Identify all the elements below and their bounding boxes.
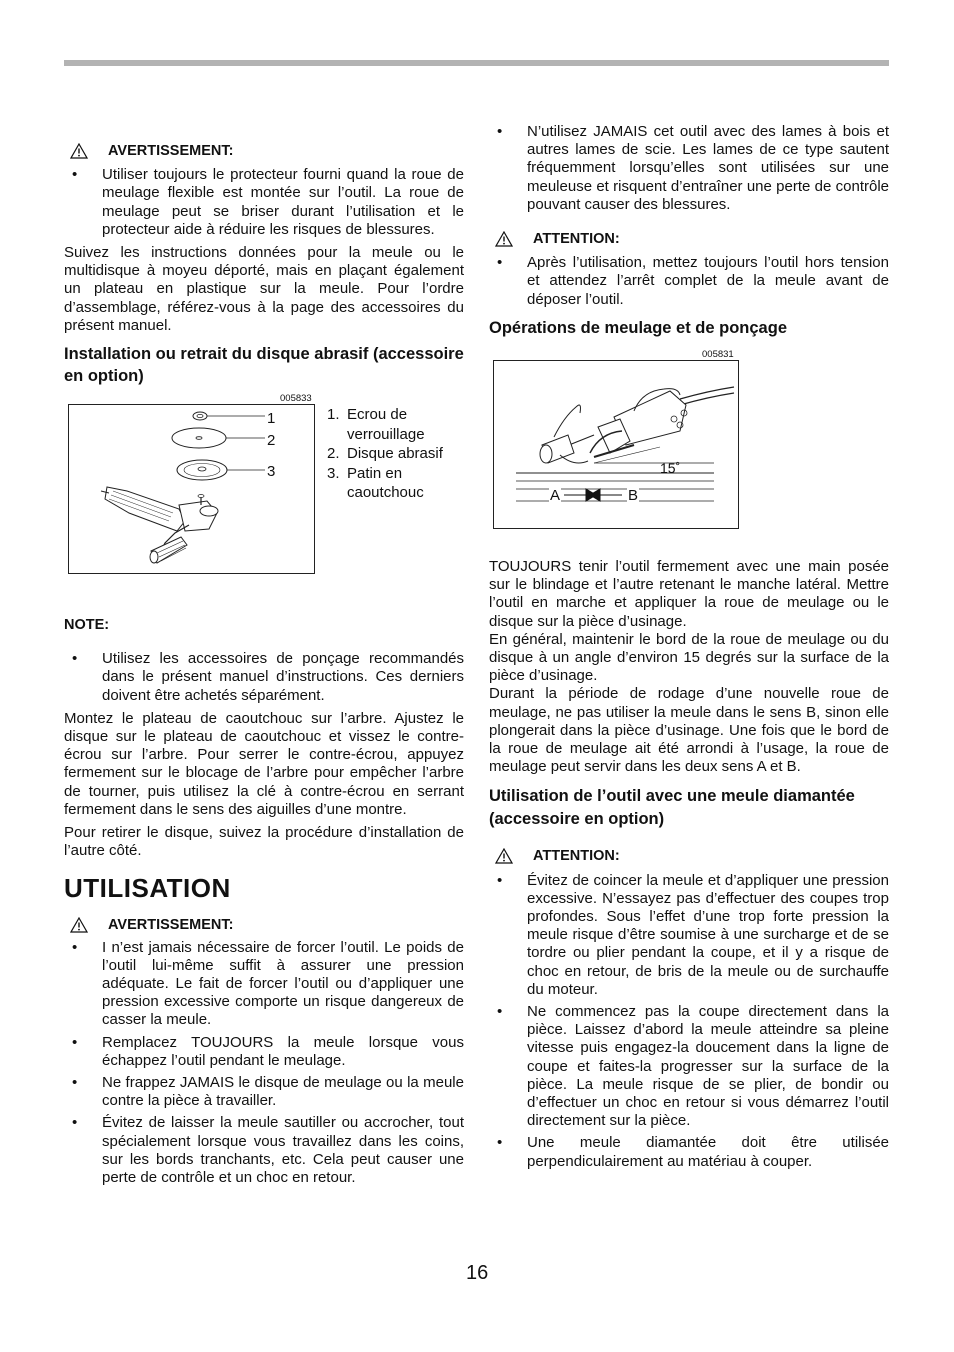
list-item: • Ne commencez pas la coupe directement dans la pièce. Laissez d’abord la meule atteindre sa pleine vitesse puis engagez-la doucement dans la ligne de coupe et faites-la progresser sur la surface de la pièce. La meule risque de se plier, de bondir ou d’effectuer un choc en retour si vous démarrez l’outil directement sur la pièce. (497, 1003, 889, 1130)
warning-heading (64, 916, 464, 934)
list-item: • Une meule diamantée doit être utilisée perpendiculairement au matériau à couper. (497, 1134, 889, 1170)
warning-title: AVERTISSEMENT: (108, 143, 234, 159)
page-number: 16 (466, 1262, 489, 1284)
paragraph: Montez le plateau de caoutchouc sur l’arbre. Ajustez le disque sur le plateau de caoutchouc et vissez le contre-écrou sur l’arbre. Pour serrer le contre-écrou, appuyez fermement sur le blocage de l’arbre pour empêcher l’arbre de tourner, puis utilisez la clé à contre-écrou en serrant fermement dans le sens des aiguilles d’une montre. (64, 709, 464, 818)
list-item-text: Après l’utilisation, mettez toujours l’outil hors tension et attendez l’arrêt complet de la meule avant de déposer l’outil. (527, 254, 889, 308)
list-item-text: Ne commencez pas la coupe directement dans la pièce. Laissez d’abord la meule atteindre sa pleine vitesse puis engagez-la doucement dans la ligne de coupe et faites-la progresser sur la surface de la pièce. La meule risque de se plier, de bondir ou d’effectuer un choc en retour si vous démarrez l’outil directement sur la pièce. (527, 1003, 889, 1130)
list-item-text: Remplacez TOUJOURS la meule lorsque vous échappez l’outil pendant le meulage. (102, 1033, 464, 1069)
list-item-text: Utilisez les accessoires de ponçage recommandés dans le présent manuel d’instructions. Ces derniers doivent être achetés séparément. (102, 650, 464, 704)
list-item: • Évitez de coincer la meule et d’appliquer une pression excessive. N’essayez pas d’effectuer des coupes trop profondes. Sous l’effet d’une trop forte pression la meule risque d’être soumise à une surcharge et de se tordre ou plier pendant la coupe, et il y a risque de choc en retour, de bris de la meule ou de surchauffe du moteur. (497, 871, 889, 998)
warning-triangle-icon (495, 231, 515, 248)
left-column (64, 142, 464, 387)
list-item: • Utiliser toujours le protecteur fourni quand la roue de meulage flexible est montée sur l’outil. La roue de meulage peut se briser durant l’utilisation et le protecteur aide à réduire les risques de blessures. (72, 166, 464, 238)
warning-triangle-icon (70, 917, 90, 934)
warning-triangle-icon (495, 848, 515, 865)
main-heading: UTILISATION (64, 873, 231, 904)
list-item: • Évitez de laisser la meule sautiller ou accrocher, tout spécialement lorsque vous travaillez dans les coins, sur les bords tranchants, etc. Cela peut causer une perte de contrôle et un choc en retour. (72, 1114, 464, 1187)
direction-label-a: A (550, 487, 561, 504)
list-item-text: Évitez de laisser la meule sautiller ou accrocher, tout spécialement lorsque vous travaillez dans les coins, sur les bords tranchants, etc. Cela peut causer une perte de contrôle et un choc en retour. (102, 1114, 464, 1187)
list-item-text: Ne frappez JAMAIS le disque de meulage ou la meule contre la pièce à travailler. (102, 1074, 464, 1110)
angle-label: 15˚ (660, 460, 681, 476)
figure-grinding-angle (493, 360, 739, 529)
legend-item: 2. Disque abrasif (327, 445, 443, 462)
list-item: • N’utilisez JAMAIS cet outil avec des lames à bois et autres lames de scie. Les lames de ce type sautent fréquemment lorsqu’elles sont utilisées sur une meuleuse et risquent d’entraîner une perte de contrôle pouvant causer des blessures. (497, 123, 889, 213)
right-column (489, 123, 889, 339)
paragraph: En général, maintenir le bord de la roue de meulage ou du disque à un angle d’environ 15 degrés sur la surface de la pièce d’usinage. (489, 630, 889, 685)
list-item: • I n’est jamais nécessaire de forcer l’outil. Le poids de l’outil lui-même suffit à assurer une pression adéquate. Le fait de forcer l’outil ou d’appliquer une pression excessive comporte un risque dangereux de casser la meule. (72, 938, 464, 1029)
section-heading: Installation ou retrait du disque abrasif (accessoire en option) (64, 345, 464, 386)
right-column-lower (489, 558, 889, 1171)
attention-heading (489, 847, 889, 865)
disc-assembly-illustration (69, 405, 313, 572)
figure-legend (327, 405, 462, 503)
warning-title: AVERTISSEMENT: (108, 917, 234, 934)
figure-code: 005833 (280, 393, 312, 404)
section-heading: Utilisation de l’outil avec une meule diamantée (accessoire en option) (489, 787, 855, 829)
attention-title: ATTENTION: (533, 231, 620, 248)
callout-2: 2 (267, 432, 276, 449)
warning-heading (64, 142, 464, 160)
section-heading: Opérations de meulage et de ponçage (489, 318, 787, 337)
list-item-text: Évitez de coincer la meule et d’appliquer une pression excessive. N’essayez pas d’effectuer des coupes trop profondes. Sous l’effet d’une trop forte pression la meule risque d’être soumise à une surcharge et de se tordre ou plier pendant la coupe, et il y a risque de choc en retour, de bris de la meule ou de surchauffe du moteur. (527, 871, 889, 998)
list-item: • Après l’utilisation, mettez toujours l’outil hors tension et attendez l’arrêt complet de la meule avant de déposer l’outil. (497, 254, 889, 308)
attention-title: ATTENTION: (533, 848, 620, 865)
paragraph: Durant la période de rodage d’une nouvelle roue de meulage, ne pas utiliser la meule dans le sens B, sinon elle plongerait dans la pièce d’usinage. Une fois que le bord de la roue de meulage ait été arrondi à l’usage, la roue de meulage peut servir dans les deux sens A et B. (489, 685, 889, 776)
list-item: • Utilisez les accessoires de ponçage recommandés dans le présent manuel d’instructions. Ces derniers doivent être achetés séparément. (72, 650, 464, 704)
grinding-angle-illustration (494, 361, 737, 527)
list-item: • Ne frappez JAMAIS le disque de meulage ou la meule contre la pièce à travailler. (72, 1074, 464, 1110)
legend-item: 3. Patin en caoutchouc (327, 464, 424, 501)
figure-disc-assembly (68, 404, 315, 574)
callout-3: 3 (267, 463, 276, 480)
attention-heading (489, 230, 889, 248)
list-item: • Remplacez TOUJOURS la meule lorsque vous échappez l’outil pendant le meulage. (72, 1033, 464, 1069)
left-column-lower (64, 616, 464, 1187)
figure-code: 005831 (702, 349, 734, 360)
legend-item: 1. Ecrou de verrouillage (327, 406, 425, 443)
header-rule (64, 60, 889, 66)
callout-1: 1 (267, 410, 276, 427)
list-item-text: Une meule diamantée doit être utilisée perpendiculairement au matériau à couper. (527, 1134, 889, 1170)
list-item-text: I n’est jamais nécessaire de forcer l’outil. Le poids de l’outil lui-même suffit à assurer une pression adéquate. Le fait de forcer l’outil ou d’appliquer une pression excessive comporte un risque dangereux de casser la meule. (102, 938, 464, 1029)
paragraph: Suivez les instructions données pour la meule ou le multidisque à moyeu déporté, mais en plaçant également un plateau en plastique sur la meule. Pour l’ordre d’assemblage, référez-vous à la page des accessoires du présent manuel. (64, 244, 464, 334)
paragraph: Pour retirer le disque, suivez la procédure d’installation de l’autre côté. (64, 824, 464, 860)
direction-label-b: B (628, 487, 639, 504)
note-title: NOTE: (64, 617, 110, 633)
list-item-text: N’utilisez JAMAIS cet outil avec des lames à bois et autres lames de scie. Les lames de ce type sautent fréquemment lorsqu’elles sont utilisées sur une meuleuse et risquent d’entraîner une perte de contrôle pouvant causer des blessures. (527, 123, 889, 213)
list-item-text: Utiliser toujours le protecteur fourni quand la roue de meulage flexible est montée sur l’outil. La roue de meulage peut se briser durant l’utilisation et le protecteur aide à réduire les risques de blessures. (102, 166, 464, 238)
paragraph: TOUJOURS tenir l’outil fermement avec une main posée sur le blindage et l’autre retenant le manche latéral. Mettre l’outil en marche et appliquer la roue de meulage ou le disque sur la pièce d’usinage. (489, 558, 889, 630)
warning-triangle-icon (70, 143, 90, 160)
